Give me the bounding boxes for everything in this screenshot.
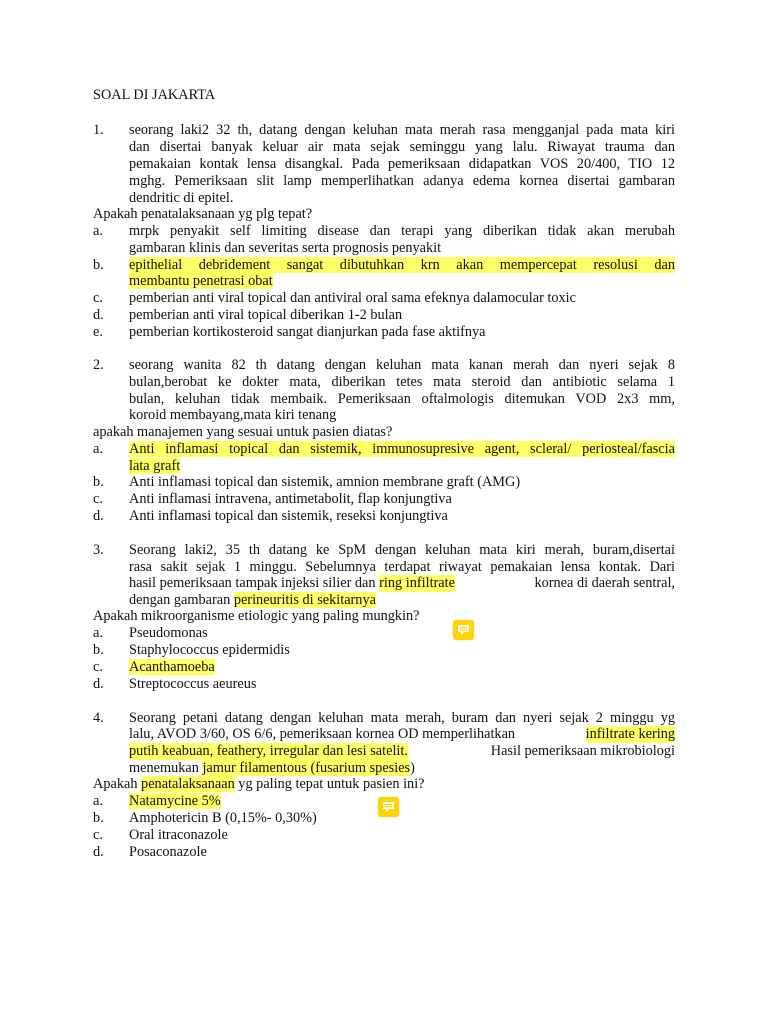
question-stem-line — [129, 726, 675, 743]
question-stem-line — [129, 760, 675, 777]
option-letter: d. — [93, 844, 104, 860]
option-letter: d. — [93, 307, 104, 323]
comment-icon[interactable] — [378, 797, 399, 817]
question-stem-line: seorang laki2 32 th, datang dengan keluhan mata merah rasa mengganjal pada mata kiri — [129, 122, 675, 138]
option-text: Anti inflamasi topical dan sistemik, reseksi konjungtiva — [129, 508, 448, 524]
option-letter: c. — [93, 491, 103, 507]
option-text: Oral itraconazole — [129, 827, 228, 843]
stem-text: Hasil pemeriksaan mikrobiologi — [487, 743, 675, 759]
comment-glyph — [378, 797, 399, 817]
option-text: pemberian kortikosteroid sangat dianjurkan pada fase aktifnya — [129, 324, 486, 340]
option-text: Anti inflamasi intravena, antimetabolit, flap konjungtiva — [129, 491, 452, 507]
option-text: pemberian anti viral topical diberikan 1-2 bulan — [129, 307, 403, 323]
option-text-highlighted — [129, 441, 675, 458]
question-number: 4. — [93, 710, 104, 726]
option-text: mrpk penyakit self limiting disease dan terapi yang diberikan tidak akan merubah — [129, 223, 675, 239]
option-letter: b. — [93, 257, 104, 273]
option-text-highlighted — [129, 273, 675, 290]
option-letter: a. — [93, 223, 103, 239]
highlighted-answer: epithelial debridement sangat dibutuhkan krn akan mempercepat resolusi dan — [129, 257, 675, 273]
highlighted-phrase: penatalaksanaan — [141, 776, 235, 792]
option-text: pemberian anti viral topical dan antiviral oral sama efeknya dalamocular toxic — [129, 290, 576, 306]
question-stem-line — [129, 575, 675, 592]
question-stem-line: rasa sakit sejak 1 minggu. Sebelumnya terdapat riwayat pemakaian lensa kontak. Dari — [129, 559, 675, 575]
stem-text: lalu, AVOD 3/60, OS 6/6, pemeriksaan kornea OD memperlihatkan — [129, 726, 519, 742]
question-stem-line: dan disertai banyak keluar air mata sejak seminggu yang lalu. Riwayat trauma dan — [129, 139, 675, 155]
highlighted-answer: Anti inflamasi topical dan sistemik, immunosupresive agent, scleral/ periosteal/fascia — [129, 441, 675, 457]
question-prompt: Apakah penatalaksanaan yg plg tepat? — [93, 206, 313, 222]
comment-glyph — [453, 620, 474, 640]
option-letter: b. — [93, 642, 104, 658]
option-letter: d. — [93, 676, 104, 692]
highlighted-answer: membantu penetrasi obat — [129, 273, 273, 289]
question-prompt: apakah manajemen yang sesuai untuk pasien diatas? — [93, 424, 393, 440]
question-stem-line: bulan,berobat ke dokter mata, diberikan tetes mata steroid dan antibiotic selama 1 — [129, 374, 675, 390]
option-letter: e. — [93, 324, 103, 340]
page-title: SOAL DI JAKARTA — [93, 87, 216, 103]
highlighted-phrase: putih keabuan, feathery, irregular dan lesi satelit. — [129, 743, 408, 759]
highlighted-answer: Natamycine 5% — [129, 793, 221, 809]
option-text-highlighted — [129, 257, 675, 274]
highlighted-phrase: ring infiltrate — [379, 575, 455, 591]
highlighted-answer: lata graft — [129, 458, 181, 474]
question-stem-line — [129, 592, 675, 609]
option-text: Staphylococcus epidermidis — [129, 642, 290, 658]
highlighted-phrase: infiltrate kering — [585, 726, 675, 742]
highlighted-phrase: perineuritis di sekitarnya — [233, 592, 376, 608]
option-letter: d. — [93, 508, 104, 524]
option-letter: c. — [93, 827, 103, 843]
prompt-text: yg paling tepat untuk pasien ini? — [234, 776, 425, 792]
option-text-highlighted — [129, 659, 675, 676]
question-number: 2. — [93, 357, 104, 373]
option-text: gambaran klinis dan severitas serta prognosis penyakit — [129, 240, 442, 256]
question-number: 1. — [93, 122, 104, 138]
option-letter: a. — [93, 441, 103, 457]
stem-text: hasil pemeriksaan tampak injeksi silier dan — [129, 575, 380, 591]
option-letter: c. — [93, 290, 103, 306]
question-stem-line: Seorang petani datang dengan keluhan mata merah, buram dan nyeri sejak 2 minggu yg — [129, 710, 675, 726]
comment-icon[interactable] — [453, 620, 474, 640]
option-letter: a. — [93, 625, 103, 641]
question-stem-line: dendritic di epitel. — [129, 190, 234, 206]
highlighted-phrase: jamur filamentous (fusarium spesies — [202, 760, 411, 776]
prompt-text: Apakah — [93, 776, 142, 792]
question-stem-line: Seorang laki2, 35 th datang ke SpM dengan keluhan mata kiri merah, buram,disertai — [129, 542, 675, 558]
question-stem-line: koroid membayang,mata kiri tenang — [129, 407, 337, 423]
question-stem-line: pemakaian kontak lensa disangkal. Pada pemeriksaan didapatkan VOS 20/400, TIO 12 — [129, 156, 675, 172]
option-text: Anti inflamasi topical dan sistemik, amnion membrane graft (AMG) — [129, 474, 521, 490]
question-prompt — [93, 776, 425, 793]
question-number: 3. — [93, 542, 104, 558]
option-text-highlighted — [129, 458, 675, 475]
option-letter: b. — [93, 810, 104, 826]
question-stem-line: mghg. Pemeriksaan slit lamp memperlihatkan adanya edema kornea disertai gambaran — [129, 173, 675, 189]
question-stem-line: seorang wanita 82 th datang dengan keluhan mata kanan merah dan nyeri sejak 8 — [129, 357, 675, 373]
stem-text: kornea di daerah sentral, — [530, 575, 675, 591]
stem-text: dengan gambaran — [129, 592, 234, 608]
option-text: Streptococcus aeureus — [129, 676, 257, 692]
stem-text: menemukan — [129, 760, 203, 776]
option-text: Pseudomonas — [129, 625, 208, 641]
question-prompt: Apakah mikroorganisme etiologic yang paling mungkin? — [93, 608, 420, 624]
option-text-highlighted — [129, 793, 675, 810]
question-stem-line — [129, 743, 675, 760]
question-stem-line: bulan, keluhan tidak membaik. Pemeriksaan oftalmologis ditemukan VOD 2x3 mm, — [129, 391, 675, 407]
highlighted-answer: Acanthamoeba — [129, 659, 215, 675]
option-text: Amphotericin B (0,15%- 0,30%) — [129, 810, 317, 826]
stem-text: ) — [410, 760, 415, 776]
option-letter: a. — [93, 793, 103, 809]
option-text: Posaconazole — [129, 844, 207, 860]
option-letter: b. — [93, 474, 104, 490]
option-letter: c. — [93, 659, 103, 675]
